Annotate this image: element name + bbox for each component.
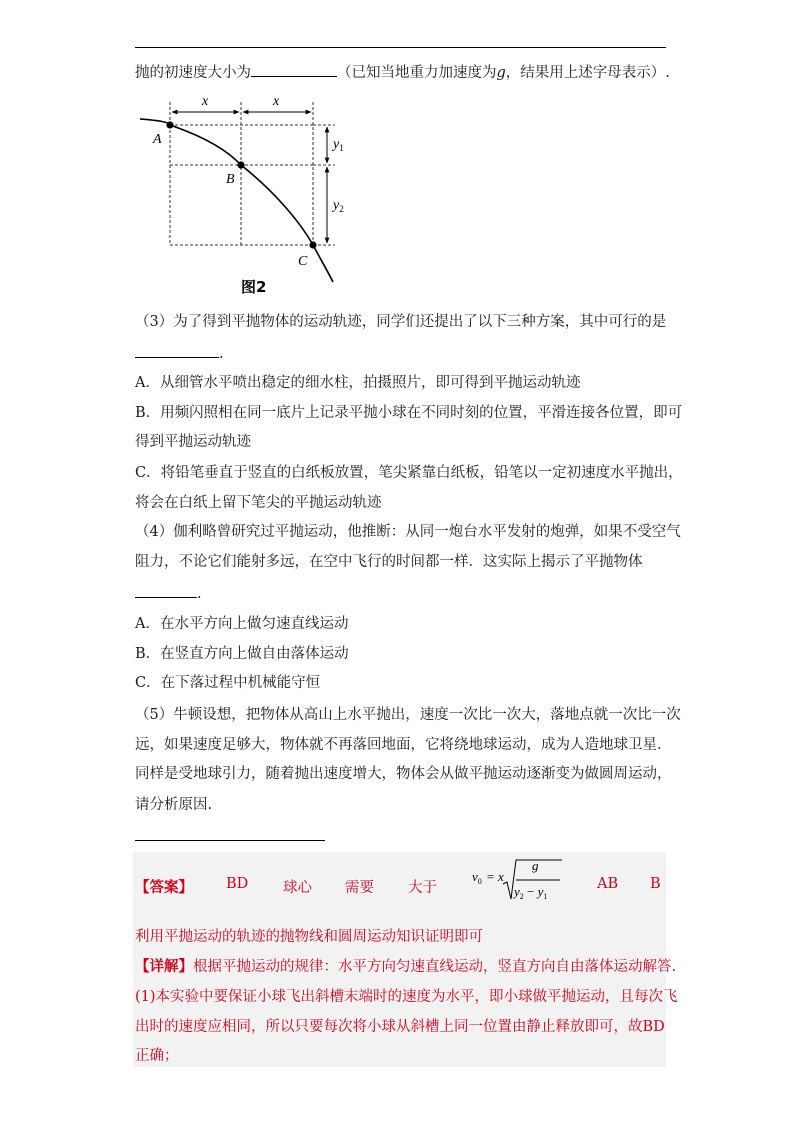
q2-text-after-1: （已知当地重力加速度为: [337, 65, 497, 81]
q4-option-b: B．在竖直方向上做自由落体运动: [135, 646, 349, 662]
detail-line-3: 出时的速度应相同，所以只要每次将小球从斜槽上同一位置由静止释放即可，故BD: [135, 1019, 665, 1035]
formula-denominator: $y_2 - y_1$: [514, 884, 548, 901]
answer-blank: [135, 583, 197, 598]
answer-item-qiuxin: 球心: [283, 880, 312, 896]
answer-blank: [135, 343, 219, 358]
point-c: [309, 241, 316, 248]
q5-line2: 远，如果速度足够大，物体就不再落回地面，它将绕地球运动，成为人造地球卫星．: [135, 737, 672, 753]
detail-line-2: (1)本实验中要保证小球飞出斜槽末端时的速度为水平，即小球做平抛运动，且每次飞: [135, 989, 678, 1005]
q3-option-c-line2: 将会在白纸上留下笔尖的平抛运动轨迹: [135, 495, 382, 511]
q3-option-a: A．从细管水平喷出稳定的细水柱，拍摄照片，即可得到平抛运动轨迹: [135, 375, 581, 391]
detail-text-1: 根据平抛运动的规律：水平方向匀速直线运动，竖直方向自由落体运动解答.: [193, 959, 677, 975]
answer-item-ab: AB: [597, 876, 619, 892]
label-point-b: B: [226, 172, 235, 187]
q3-stem: （3）为了得到平抛物体的运动轨迹，同学们还提出了以下三种方案，其中可行的是: [135, 314, 667, 330]
label-x-2: x: [273, 94, 280, 109]
q3-option-b-line1: B．用频闪照相在同一底片上记录平抛小球在不同时刻的位置，平滑连接各位置，即可: [135, 405, 683, 421]
q5-line1: （5）牛顿设想，把物体从高山上水平抛出，速度一次比一次大，落地点就一次比一次: [135, 707, 681, 723]
formula-eq: = x: [486, 869, 504, 884]
detail-tag: 【详解】: [135, 958, 193, 975]
q4-blank-tail: .: [197, 586, 202, 602]
separator-rule: [135, 840, 325, 841]
figure-caption: 图2: [241, 278, 267, 296]
q5-line4: 请分析原因.: [135, 797, 213, 813]
q5-line3: 同样是受地球引力，随着抛出速度增大，物体会从做平抛运动逐渐变为做圆周运动，: [135, 766, 672, 782]
figure-2-trajectory-diagram: [135, 92, 365, 302]
formula-numerator: g: [532, 858, 539, 873]
answer-item-dayu: 大于: [408, 880, 437, 896]
answer-item-b: B: [650, 876, 661, 892]
q4-stem-line2: 阻力，不论它们能射多远，在空中飞行的时间都一样．这实际上揭示了平抛物体: [135, 554, 643, 570]
q2-tail-line: [135, 62, 670, 83]
q3-option-c-line1: C．将铅笔垂直于竖直的白纸板放置，笔尖紧靠白纸板，铅笔以一定初速度水平抛出，: [135, 465, 683, 481]
label-point-c: C: [298, 254, 308, 269]
g-symbol: g: [496, 65, 506, 81]
answer-blank: [251, 62, 337, 77]
label-y2: $y_2$: [333, 198, 344, 214]
q4-option-a: A．在水平方向上做匀速直线运动: [135, 616, 349, 632]
q3-blank-tail: .: [219, 346, 224, 362]
q4-stem-line1: （4）伽利略曾研究过平抛运动，他推断：从同一炮台水平发射的炮弹，如果不受空气: [135, 524, 681, 540]
q3-blank-line: [135, 343, 224, 364]
point-b: [237, 161, 244, 168]
q2-text-after-2: ，结果用上述字母表示）.: [505, 65, 670, 81]
answer-line-2: 利用平抛运动的轨迹的抛物线和圆周运动知识证明即可: [135, 929, 483, 945]
velocity-formula: [470, 856, 570, 904]
point-a: [166, 121, 173, 128]
answer-item-xuyao: 需要: [345, 880, 374, 896]
q4-option-c: C．在下落过程中机械能守恒: [135, 675, 321, 691]
q2-text-before: 抛的初速度大小为: [135, 65, 251, 81]
label-point-a: A: [153, 132, 162, 147]
q3-option-b-line2: 得到平抛运动轨迹: [135, 434, 251, 450]
q4-blank-line: [135, 583, 202, 604]
label-y1: $y_1$: [333, 137, 344, 153]
label-x-1: x: [202, 94, 209, 109]
formula-lhs: $v_0$: [472, 869, 482, 886]
detail-line-1: [135, 957, 676, 977]
answer-item-bd: BD: [226, 876, 249, 892]
top-rule: [135, 47, 666, 48]
answer-tag: 【答案】: [135, 879, 193, 896]
detail-line-4: 正确；: [135, 1048, 179, 1064]
